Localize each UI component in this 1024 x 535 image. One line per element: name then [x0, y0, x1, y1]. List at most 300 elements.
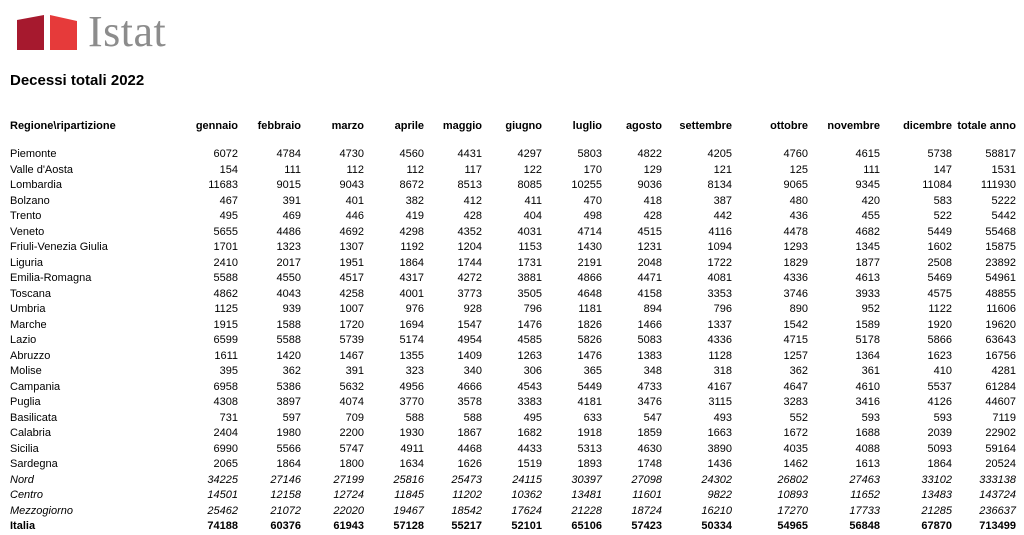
region-name-cell: Italia [10, 520, 36, 532]
value-cell: 111 [863, 163, 880, 176]
value-cell: 522 [933, 210, 952, 222]
value-cell: 4431 [457, 148, 482, 160]
value-cell: 112 [406, 163, 424, 176]
value-cell: 3416 [855, 396, 880, 408]
value-cell: 4297 [517, 148, 542, 160]
value-cell: 588 [405, 411, 424, 424]
value-cell: 4116 [708, 225, 732, 238]
value-cell: 11652 [850, 489, 880, 501]
value-cell: 125 [789, 163, 808, 176]
value-cell: 60376 [270, 520, 301, 532]
value-cell: 1829 [783, 256, 808, 269]
value-cell: 470 [583, 194, 602, 207]
region-name-cell: Toscana [10, 287, 51, 300]
value-cell: 18542 [451, 504, 482, 517]
value-cell: 5537 [927, 380, 952, 393]
value-cell: 5222 [991, 194, 1016, 207]
value-cell: 5738 [927, 148, 952, 160]
value-cell: 1864 [927, 458, 952, 470]
value-cell: 1466 [637, 318, 662, 331]
column-header: agosto [625, 120, 662, 132]
value-cell: 2017 [276, 256, 301, 269]
value-cell: 58817 [985, 148, 1016, 160]
value-cell: 50334 [701, 520, 732, 532]
value-cell: 54965 [777, 520, 808, 532]
value-cell: 796 [523, 303, 542, 315]
value-cell: 340 [463, 365, 482, 377]
value-cell: 17733 [849, 504, 880, 517]
region-name-cell: Lombardia [10, 179, 62, 191]
value-cell: 1731 [517, 256, 542, 269]
istat-logo [14, 7, 167, 56]
value-cell: 362 [789, 365, 808, 377]
value-cell: 382 [405, 194, 424, 207]
value-cell: 1589 [855, 318, 880, 331]
value-cell: 428 [463, 210, 482, 222]
table-row [8, 457, 1018, 473]
value-cell: 22020 [333, 504, 364, 517]
value-cell: 10255 [571, 179, 602, 191]
value-cell: 469 [282, 210, 301, 222]
deaths-table [8, 118, 1018, 535]
value-cell: 1602 [927, 241, 952, 253]
value-cell: 4954 [457, 334, 482, 346]
spacer-cell [8, 135, 1018, 147]
value-cell: 9065 [783, 179, 808, 191]
region-name-cell: Abruzzo [10, 349, 51, 362]
value-cell: 1626 [457, 458, 482, 470]
value-cell: 3773 [457, 287, 482, 300]
value-cell: 1257 [783, 349, 808, 362]
value-cell: 1701 [213, 241, 238, 253]
header-row [8, 118, 1018, 135]
value-cell: 15875 [985, 241, 1016, 253]
value-cell: 5469 [927, 272, 952, 284]
value-cell: 5747 [339, 442, 364, 455]
value-cell: 3881 [517, 272, 542, 284]
value-cell: 446 [345, 210, 364, 222]
value-cell: 5866 [927, 334, 952, 346]
value-cell: 1436 [707, 458, 732, 470]
value-cell: 3505 [517, 287, 542, 300]
column-header: dicembre [903, 120, 952, 132]
value-cell: 1980 [276, 427, 301, 439]
value-cell: 21072 [270, 504, 301, 517]
value-cell: 4074 [339, 396, 364, 408]
region-name-cell: Calabria [10, 427, 51, 439]
table-row [8, 380, 1018, 396]
value-cell: 4167 [707, 380, 732, 393]
column-header: luglio [572, 120, 602, 132]
value-cell: 16210 [701, 504, 732, 517]
value-cell: 547 [643, 411, 662, 424]
value-cell: 1007 [339, 303, 364, 315]
value-cell: 6599 [213, 334, 238, 346]
value-cell: 21285 [921, 504, 952, 517]
value-cell: 121 [713, 163, 732, 176]
value-cell: 154 [219, 163, 238, 176]
value-cell: 1663 [707, 427, 732, 439]
value-cell: 4181 [577, 396, 602, 408]
value-cell: 5588 [276, 334, 301, 346]
page-title: Decessi totali 2022 [10, 72, 145, 89]
table-row [8, 318, 1018, 334]
value-cell: 6072 [213, 148, 238, 160]
value-cell: 890 [789, 303, 808, 315]
value-cell: 5655 [213, 225, 238, 238]
value-cell: 1542 [783, 318, 808, 331]
value-cell: 3476 [637, 396, 662, 408]
value-cell: 3890 [707, 442, 732, 455]
value-cell: 4336 [783, 272, 808, 284]
value-cell: 4258 [339, 287, 364, 300]
column-header-region: Regione\ripartizione [10, 120, 116, 132]
table-header [8, 118, 1018, 135]
value-cell: 112 [346, 163, 364, 176]
value-cell: 1364 [855, 349, 880, 362]
value-cell: 952 [861, 303, 880, 315]
value-cell: 4205 [707, 148, 732, 160]
value-cell: 111 [284, 163, 301, 176]
value-cell: 318 [713, 365, 732, 377]
value-cell: 593 [933, 411, 952, 424]
value-cell: 391 [282, 194, 301, 207]
value-cell: 5826 [577, 334, 602, 346]
value-cell: 1128 [708, 349, 732, 362]
value-cell: 48855 [985, 287, 1016, 300]
value-cell: 5632 [339, 380, 364, 393]
macro-area-row [8, 488, 1018, 504]
macro-area-row [8, 504, 1018, 520]
value-cell: 3770 [399, 396, 424, 408]
value-cell: 25816 [393, 473, 424, 486]
value-cell: 5588 [213, 272, 238, 284]
value-cell: 11683 [208, 179, 238, 191]
value-cell: 4575 [927, 287, 952, 300]
region-name-cell: Basilicata [10, 411, 58, 424]
value-cell: 1323 [276, 241, 301, 253]
value-cell: 1307 [339, 241, 364, 253]
value-cell: 1462 [783, 458, 808, 470]
column-header: gennaio [195, 120, 238, 132]
value-cell: 11606 [986, 303, 1016, 315]
value-cell: 1125 [214, 303, 238, 315]
value-cell: 1467 [339, 349, 364, 362]
value-cell: 467 [219, 194, 238, 207]
column-header: novembre [827, 120, 880, 132]
value-cell: 1920 [927, 318, 952, 331]
region-name-cell: Puglia [10, 396, 41, 408]
value-cell: 495 [219, 210, 238, 222]
value-cell: 22902 [985, 427, 1016, 439]
value-cell: 1672 [783, 427, 808, 439]
value-cell: 387 [713, 194, 732, 207]
value-cell: 12158 [270, 489, 301, 501]
value-cell: 6958 [213, 380, 238, 393]
region-name-cell: Molise [10, 365, 42, 377]
value-cell: 4760 [783, 148, 808, 160]
value-cell: 57423 [631, 520, 662, 532]
value-cell: 4682 [855, 225, 880, 238]
region-name-cell: Piemonte [10, 148, 57, 160]
table-row [8, 163, 1018, 179]
value-cell: 3115 [708, 396, 732, 408]
value-cell: 30397 [571, 473, 602, 486]
region-name-cell: Valle d'Aosta [10, 163, 74, 176]
value-cell: 2200 [339, 427, 364, 439]
istat-logo-mark-icon [14, 12, 82, 52]
value-cell: 27463 [849, 473, 880, 486]
value-cell: 4471 [637, 272, 662, 284]
value-cell: 55468 [985, 225, 1016, 238]
value-cell: 26802 [777, 473, 808, 486]
value-cell: 2039 [927, 427, 952, 439]
table-row [8, 240, 1018, 256]
value-cell: 61284 [985, 380, 1016, 393]
value-cell: 25473 [451, 473, 482, 486]
value-cell: 4560 [399, 148, 424, 160]
value-cell: 593 [861, 411, 880, 424]
value-cell: 52101 [511, 520, 542, 532]
value-cell: 1345 [855, 241, 880, 253]
value-cell: 24302 [701, 473, 732, 486]
value-cell: 410 [933, 365, 952, 377]
value-cell: 5566 [276, 442, 301, 455]
value-cell: 4478 [783, 225, 808, 238]
value-cell: 4784 [276, 148, 301, 160]
value-cell: 4630 [637, 442, 662, 455]
value-cell: 939 [282, 303, 301, 315]
value-cell: 709 [345, 411, 364, 424]
value-cell: 5083 [637, 334, 662, 346]
value-cell: 8134 [707, 179, 732, 191]
value-cell: 633 [583, 411, 602, 424]
column-header: ottobre [770, 120, 808, 132]
value-cell: 3933 [855, 287, 880, 300]
value-cell: 147 [933, 163, 952, 176]
istat-logo-text: Istat [88, 7, 167, 56]
value-cell: 16756 [985, 349, 1016, 362]
value-cell: 1720 [339, 318, 364, 331]
value-cell: 1611 [214, 349, 238, 362]
value-cell: 1744 [457, 256, 482, 269]
value-cell: 365 [583, 365, 602, 377]
value-cell: 4648 [577, 287, 602, 300]
region-name-cell: Bolzano [10, 194, 50, 207]
value-cell: 1153 [518, 241, 542, 253]
value-cell: 1893 [577, 458, 602, 470]
value-cell: 4517 [339, 272, 364, 284]
table-row [8, 225, 1018, 241]
value-cell: 1930 [399, 427, 424, 439]
value-cell: 976 [405, 303, 424, 315]
macro-area-row [8, 473, 1018, 489]
value-cell: 23892 [985, 256, 1016, 269]
value-cell: 4733 [637, 380, 662, 393]
value-cell: 1915 [213, 318, 238, 331]
value-cell: 143724 [979, 489, 1016, 501]
region-name-cell: Mezzogiorno [10, 504, 73, 517]
value-cell: 411 [524, 194, 542, 207]
value-cell: 9015 [276, 179, 301, 191]
value-cell: 1122 [928, 303, 952, 315]
value-cell: 480 [789, 194, 808, 207]
value-cell: 4336 [707, 334, 732, 346]
value-cell: 395 [219, 365, 238, 377]
value-cell: 4031 [517, 225, 542, 238]
value-cell: 7119 [992, 411, 1016, 424]
value-cell: 5093 [927, 442, 952, 455]
value-cell: 4126 [927, 396, 952, 408]
value-cell: 4862 [213, 287, 238, 300]
value-cell: 8672 [399, 179, 424, 191]
value-cell: 63643 [985, 334, 1016, 346]
value-cell: 323 [405, 365, 424, 377]
value-cell: 3578 [457, 396, 482, 408]
value-cell: 1748 [637, 458, 662, 470]
value-cell: 24115 [512, 473, 542, 486]
value-cell: 4610 [855, 380, 880, 393]
value-cell: 25462 [207, 504, 238, 517]
value-cell: 1420 [276, 349, 301, 362]
value-cell: 4468 [457, 442, 482, 455]
value-cell: 9345 [855, 179, 880, 191]
value-cell: 436 [789, 210, 808, 222]
value-cell: 3746 [783, 287, 808, 300]
value-cell: 1864 [276, 458, 301, 470]
column-header: aprile [394, 120, 424, 132]
value-cell: 12724 [333, 489, 364, 501]
value-cell: 306 [523, 365, 542, 377]
value-cell: 4585 [517, 334, 542, 346]
value-cell: 21228 [571, 504, 602, 517]
region-name-cell: Marche [10, 318, 47, 331]
value-cell: 4158 [637, 287, 662, 300]
value-cell: 4866 [577, 272, 602, 284]
value-cell: 2048 [637, 256, 662, 269]
value-cell: 1409 [457, 349, 482, 362]
region-name-cell: Nord [10, 473, 34, 486]
value-cell: 5739 [339, 334, 364, 346]
value-cell: 236637 [979, 504, 1016, 517]
value-cell: 1231 [637, 241, 662, 253]
value-cell: 11845 [394, 489, 424, 501]
value-cell: 1383 [637, 349, 662, 362]
value-cell: 597 [282, 411, 301, 424]
value-cell: 1531 [991, 163, 1016, 176]
region-name-cell: Lazio [10, 334, 37, 346]
value-cell: 401 [345, 194, 364, 207]
table-row [8, 256, 1018, 272]
table-row [8, 395, 1018, 411]
value-cell: 1476 [577, 349, 602, 362]
value-cell: 3383 [517, 396, 542, 408]
value-cell: 4308 [213, 396, 238, 408]
value-cell: 498 [583, 210, 602, 222]
value-cell: 713499 [979, 520, 1016, 532]
value-cell: 8085 [517, 179, 542, 191]
value-cell: 17624 [511, 504, 542, 517]
value-cell: 54961 [985, 272, 1016, 284]
region-name-cell: Campania [10, 380, 61, 393]
table-row [8, 349, 1018, 365]
value-cell: 55217 [451, 520, 482, 532]
region-name-cell: Centro [10, 489, 44, 501]
value-cell: 3353 [707, 287, 732, 300]
value-cell: 4615 [855, 148, 880, 160]
value-cell: 170 [583, 163, 602, 176]
value-cell: 731 [219, 411, 238, 424]
value-cell: 348 [643, 365, 662, 377]
value-cell: 1694 [399, 318, 424, 331]
value-cell: 10893 [777, 489, 808, 501]
value-cell: 4081 [707, 272, 732, 284]
value-cell: 1430 [577, 241, 602, 253]
value-cell: 2404 [213, 427, 238, 439]
region-name-cell: Sardegna [10, 458, 58, 470]
region-name-cell: Liguria [10, 256, 44, 269]
value-cell: 13481 [571, 489, 602, 501]
value-cell: 19620 [985, 318, 1016, 331]
value-cell: 333138 [979, 473, 1016, 486]
value-cell: 4911 [400, 442, 424, 455]
value-cell: 1877 [855, 256, 880, 269]
value-cell: 1263 [517, 349, 542, 362]
value-cell: 11601 [632, 489, 662, 501]
value-cell: 2508 [927, 256, 952, 269]
value-cell: 2191 [577, 256, 602, 269]
value-cell: 5449 [927, 225, 952, 238]
value-cell: 588 [463, 411, 482, 424]
value-cell: 1623 [927, 349, 952, 362]
table-row [8, 194, 1018, 210]
value-cell: 4001 [399, 287, 424, 300]
value-cell: 18724 [631, 504, 662, 517]
value-cell: 5174 [399, 334, 424, 346]
value-cell: 4543 [517, 380, 542, 393]
value-cell: 583 [933, 194, 952, 207]
value-cell: 4613 [855, 272, 880, 284]
table-row [8, 287, 1018, 303]
value-cell: 74188 [207, 520, 238, 532]
value-cell: 1864 [399, 256, 424, 269]
value-cell: 8513 [457, 179, 482, 191]
value-cell: 27199 [333, 473, 364, 486]
value-cell: 1547 [457, 318, 482, 331]
value-cell: 404 [523, 210, 542, 222]
region-name-cell: Sicilia [10, 442, 39, 455]
value-cell: 5178 [855, 334, 880, 346]
table-row [8, 426, 1018, 442]
value-cell: 391 [345, 365, 364, 377]
column-header: marzo [331, 120, 364, 132]
value-cell: 420 [861, 194, 880, 207]
value-cell: 1918 [577, 427, 602, 439]
value-cell: 59164 [985, 442, 1016, 455]
value-cell: 20524 [985, 458, 1016, 470]
value-cell: 928 [463, 303, 482, 315]
column-header: maggio [442, 120, 482, 132]
value-cell: 1867 [457, 427, 482, 439]
value-cell: 419 [405, 210, 424, 222]
table-row [8, 333, 1018, 349]
value-cell: 4043 [276, 287, 301, 300]
value-cell: 428 [643, 210, 662, 222]
spacer-row [8, 135, 1018, 147]
value-cell: 493 [713, 411, 732, 424]
value-cell: 4088 [855, 442, 880, 455]
value-cell: 4352 [457, 225, 482, 238]
